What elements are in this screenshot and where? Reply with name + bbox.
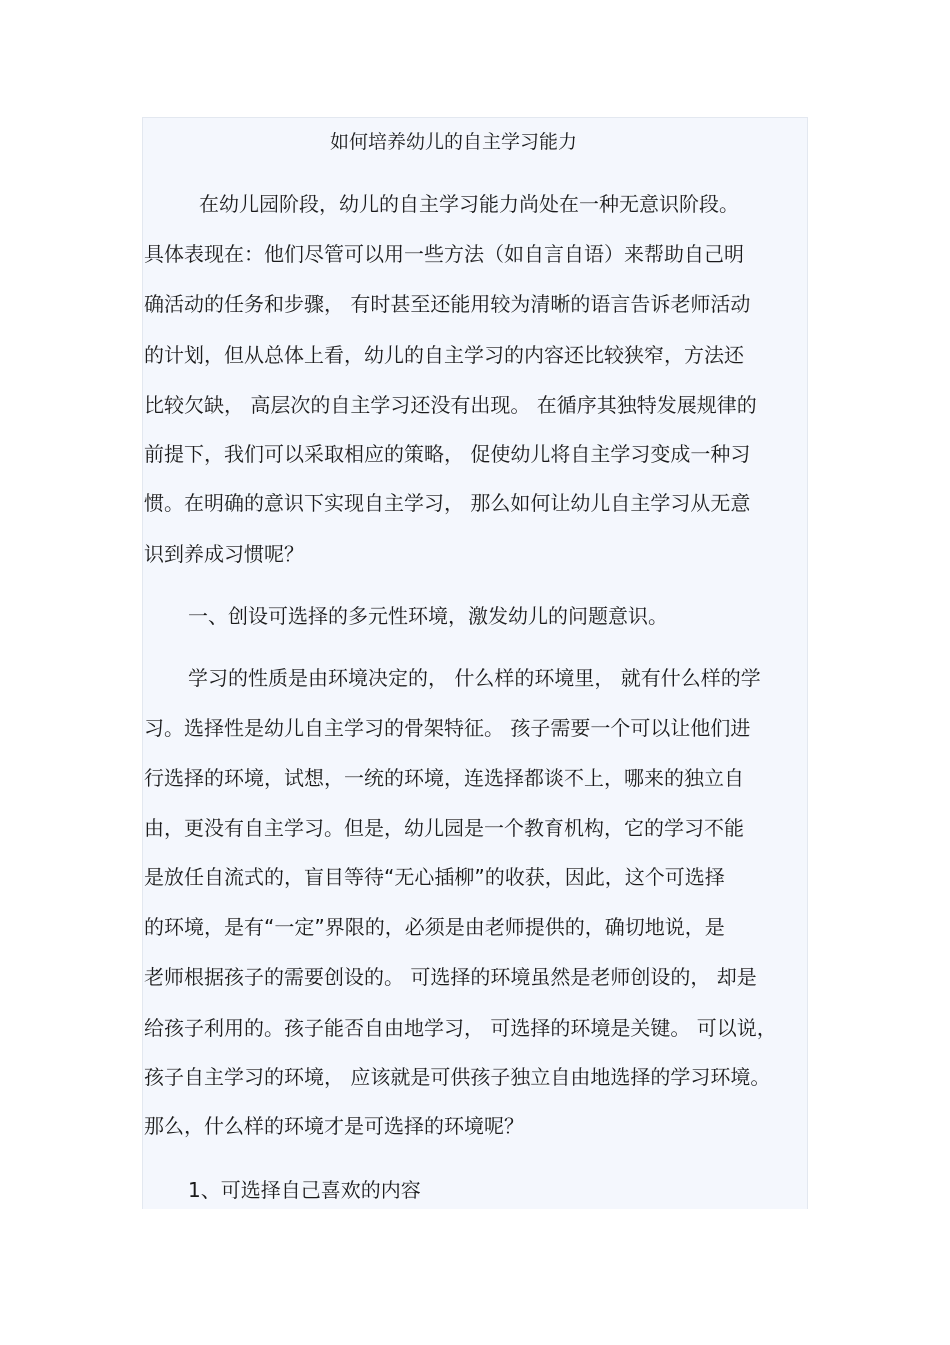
intro-line-8: 识到养成习惯呢？ <box>144 542 304 566</box>
section1-line-2: 习。选择性是幼儿自主学习的骨架特征。 孩子需要一个可以让他们进 <box>144 716 751 740</box>
intro-line-5: 比较欠缺， 高层次的自主学习还没有出现。 在循序其独特发展规律的 <box>144 393 757 417</box>
subheading-1: 1、可选择自己喜欢的内容 <box>188 1178 421 1202</box>
section-heading-1: 一、创设可选择的多元性环境，激发幼儿的问题意识。 <box>188 604 668 628</box>
intro-line-2: 具体表现在：他们尽管可以用一些方法（如自言自语）来帮助自己明 <box>144 242 744 266</box>
intro-line-1: 在幼儿园阶段，幼儿的自主学习能力尚处在一种无意识阶段。 <box>199 192 739 216</box>
document-title: 如何培养幼儿的自主学习能力 <box>330 131 578 153</box>
section1-line-4: 由，更没有自主学习。但是，幼儿园是一个教育机构，它的学习不能 <box>144 816 744 840</box>
intro-line-7: 惯。在明确的意识下实现自主学习， 那么如何让幼儿自主学习从无意 <box>144 491 751 515</box>
section1-line-10: 那么，什么样的环境才是可选择的环境呢？ <box>144 1114 524 1138</box>
document-page <box>142 117 808 1209</box>
section1-line-3: 行选择的环境，试想，一统的环境，连选择都谈不上，哪来的独立自 <box>144 766 744 790</box>
section1-line-7: 老师根据孩子的需要创设的。 可选择的环境虽然是老师创设的， 却是 <box>144 965 757 989</box>
section1-line-9: 孩子自主学习的环境， 应该就是可供孩子独立自由地选择的学习环境。 <box>144 1065 771 1089</box>
section1-line-1: 学习的性质是由环境决定的， 什么样的环境里， 就有什么样的学 <box>188 666 761 690</box>
intro-line-4: 的计划，但从总体上看，幼儿的自主学习的内容还比较狭窄，方法还 <box>144 343 744 367</box>
section1-line-5: 是放任自流式的，盲目等待“无心插柳”的收获，因此，这个可选择 <box>144 865 725 889</box>
intro-line-6: 前提下，我们可以采取相应的策略， 促使幼儿将自主学习变成一种习 <box>144 442 751 466</box>
intro-line-3: 确活动的任务和步骤， 有时甚至还能用较为清晰的语言告诉老师活动 <box>144 292 751 316</box>
section1-line-6: 的环境，是有“一定”界限的，必须是由老师提供的，确切地说，是 <box>144 915 725 939</box>
section1-line-8: 给孩子利用的。孩子能否自由地学习， 可选择的环境是关键。 可以说， <box>144 1016 777 1040</box>
